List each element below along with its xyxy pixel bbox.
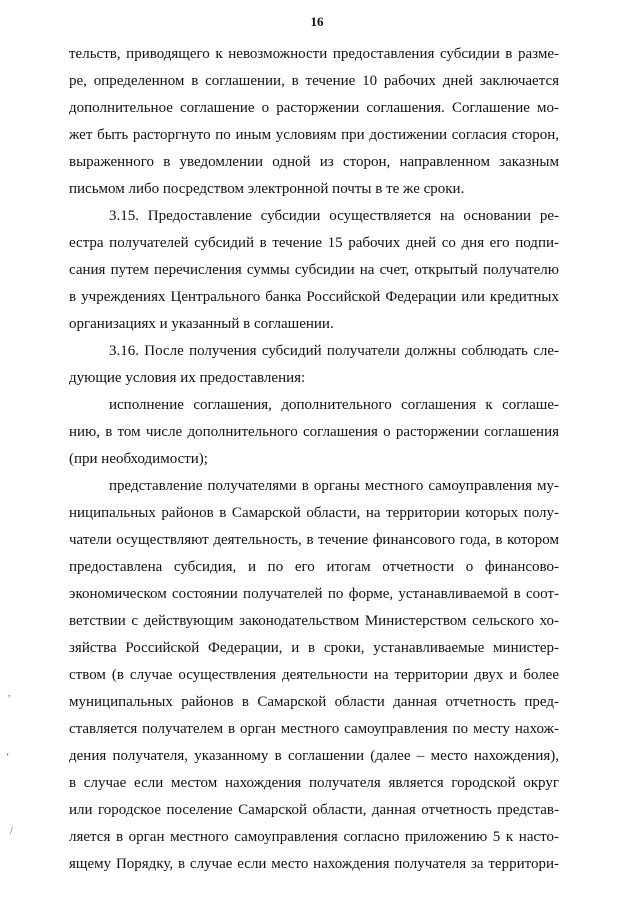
text-line: зяйства Российской Федерации, и в сроки, устанавливаемые министер-	[69, 640, 559, 656]
text-line: ре, определенном в соглашении, в течение 10 рабочих дней заключается	[69, 73, 559, 89]
scan-mark: ,	[8, 688, 11, 699]
text-line: экономическом состоянии получателей по форме, устанавливаемой в соот-	[69, 586, 559, 602]
text-line: муниципальных районов в Самарской области данная отчетность пред-	[69, 694, 559, 710]
list-item-start: исполнение соглашения, дополнительного соглашения к соглаше-	[109, 397, 559, 413]
text-line: организациях и указанный в соглашении.	[69, 316, 334, 332]
paragraph-3-16-start: 3.16. После получения субсидий получатели должны соблюдать сле-	[109, 343, 559, 359]
text-line: (при необходимости);	[69, 451, 208, 467]
text-line: выраженного в уведомлении одной из сторон, направленном заказным	[69, 154, 559, 170]
text-line: тельств, приводящего к невозможности предоставления субсидии в разме-	[69, 46, 559, 62]
text-line: дополнительное соглашение о расторжении соглашения. Соглашение мо-	[69, 100, 559, 116]
text-line: письмом либо посредством электронной почты в те же сроки.	[69, 181, 465, 197]
text-line: ляется в орган местного самоуправления согласно приложению 5 к насто-	[69, 829, 559, 845]
text-line: ящему Порядку, в случае если место нахождения получателя за территори-	[69, 856, 559, 872]
text-line: или городское поселение Самарской области, данная отчетность представ-	[69, 802, 559, 818]
text-line: нию, в том числе дополнительного соглашения о расторжении соглашения	[69, 424, 559, 440]
scan-mark: ‘	[6, 752, 10, 763]
scan-mark: /	[10, 826, 13, 837]
text-line: чатели осуществляют деятельность, в течение финансового года, в котором	[69, 532, 559, 548]
text-line: сания путем перечисления суммы субсидии на счет, открытый получателю	[69, 262, 559, 278]
page-number: 16	[310, 14, 324, 29]
text-line: дующие условия их предоставления:	[69, 370, 306, 386]
text-line: ветствии с действующим законодательством Министерством сельского хо-	[69, 613, 559, 629]
text-line: ставляется получателем в орган местного самоуправления по месту нахож-	[69, 721, 559, 737]
text-line: ством (в случае осуществления деятельности на территории двух и более	[69, 667, 559, 683]
text-line: в случае если местом нахождения получателя является городской округ	[69, 775, 559, 791]
text-line: в учреждениях Центрального банка Российской Федерации или кредитных	[69, 289, 559, 305]
text-line: естра получателей субсидий в течение 15 рабочих дней со дня его подпи-	[69, 235, 559, 251]
paragraph-3-15-start: 3.15. Предоставление субсидии осуществляется на основании ре-	[109, 208, 559, 224]
list-item-start: представление получателями в органы местного самоуправления му-	[109, 478, 559, 494]
text-line: ниципальных районов в Самарской области, на территории которых полу-	[69, 505, 559, 521]
text-line: предоставлена субсидия, и по его итогам отчетности о финансово-	[69, 559, 559, 575]
text-line: дения получателя, указанному в соглашении (далее – место нахождения),	[69, 748, 559, 764]
text-line: жет быть расторгнуто по иным условиям при достижении согласия сторон,	[69, 127, 559, 143]
